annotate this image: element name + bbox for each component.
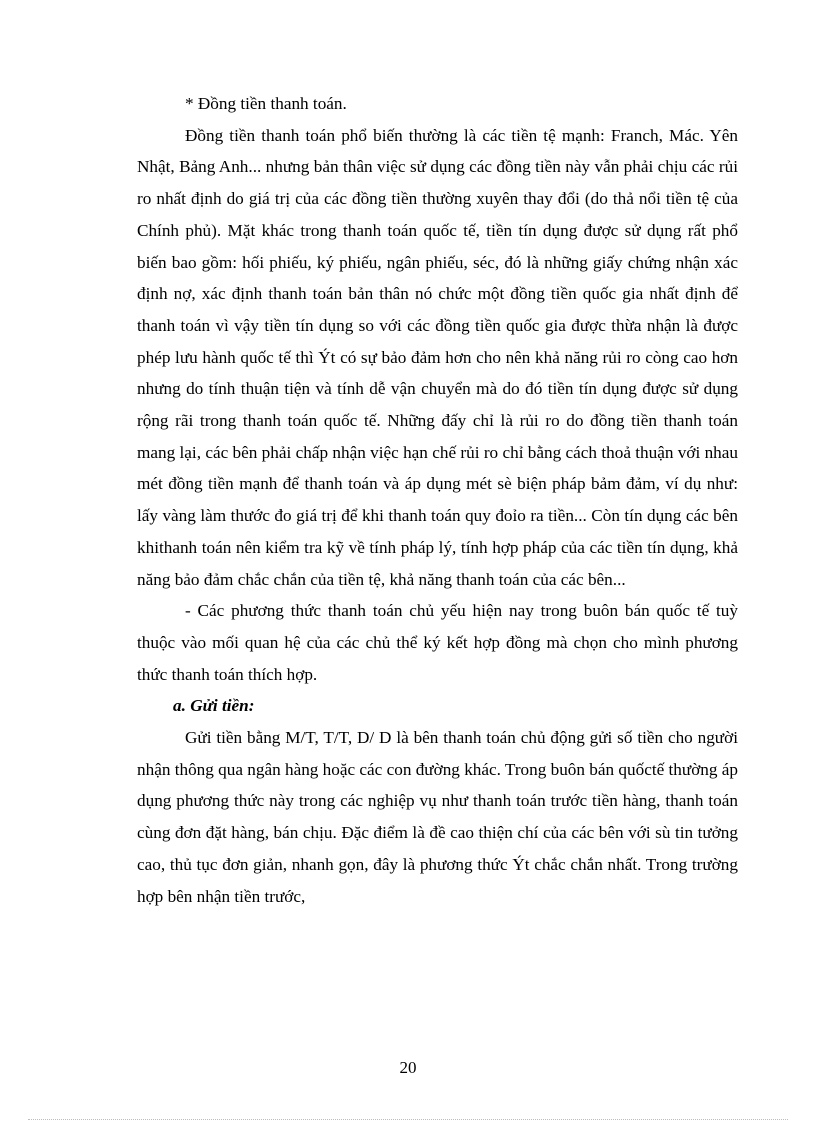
page-number: 20 [399, 1058, 417, 1077]
page-body [137, 88, 738, 912]
subheading-remittance: a. Gửi tiền: [173, 696, 255, 716]
paragraph-payment-methods: - Các phương thức thanh toán chủ yếu hiện nay trong buôn bán quốc tế tuỳ thuộc vào mối quan hệ của các chủ thể ký kết hợp đồng mà chọn cho mình phương thức thanh toán thích hợp. [137, 601, 738, 684]
paragraph-remittance: Gửi tiền bằng M/T, T/T, D/ D là bên thanh toán chủ động gửi số tiền cho người nhận thông qua ngân hàng hoặc các con đường khác. Trong buôn bán quốctế thường áp dụng phương thức này trong các nghiệp vụ như thanh toán trước tiền hàng, thanh toán cùng đơn đặt hàng, bán chịu. Đặc điểm là đề cao thiện chí của các bên với sù tin tưởng cao, thủ tục đơn giản, nhanh gọn, đây là phương thức Ýt chắc chắn nhất. Trong trường hợp bên nhận tiền trước, [137, 728, 738, 906]
section-title: * Đồng tiền thanh toán. [185, 94, 347, 113]
page-bottom-divider [28, 1119, 788, 1120]
paragraph-currency-risks: Đồng tiền thanh toán phổ biến thường là các tiền tệ mạnh: Franch, Mác. Yên Nhật, Bảng Anh... nhưng bản thân việc sử dụng các đồng tiền này vẫn phải chịu các rủi ro nhất định do giá trị của các đồng tiền thường xuyên thay đổi (do thả nổi tiền tệ của Chính phủ). Mặt khác trong thanh toán quốc tế, tiền tín dụng được sử dụng rất phổ biến bao gồm: hối phiếu, ký phiếu, ngân phiếu, séc, đó là những giấy chứng nhận xác định nợ, xác định thanh toán bản thân nó chức một đồng tiền quốc gia nhất định để thanh toán vì vậy tiền tín dụng so với các đồng tiền quốc gia được thừa nhận là được phép lưu hành quốc tế thì Ýt có sự bảo đảm hơn cho nên khả năng rủi ro còng cao hơn nhưng do tính thuận tiện và tính dễ vận chuyển mà do đó tiền tín dụng được sử dụng rộng rãi trong thanh toán quốc tế. Những đấy chỉ là rủi ro do đồng tiền thanh toán mang lại, các bên phải chấp nhận việc hạn chế rủi ro chỉ bằng cách thoả thuận với nhau mét đồng tiền mạnh để thanh toán và áp dụng mét sè biện pháp bảm đảm, ví dụ như: lấy vàng làm thước đo giá trị để khi thanh toán quy đoỉo ra tiền... Còn tín dụng các bên khithanh toán nên kiểm tra kỹ về tính pháp lý, tính hợp pháp của các tiền tín dụng, khả năng bảo đảm chắc chắn của tiền tệ, khả năng thanh toán của các bên... [137, 125, 738, 589]
